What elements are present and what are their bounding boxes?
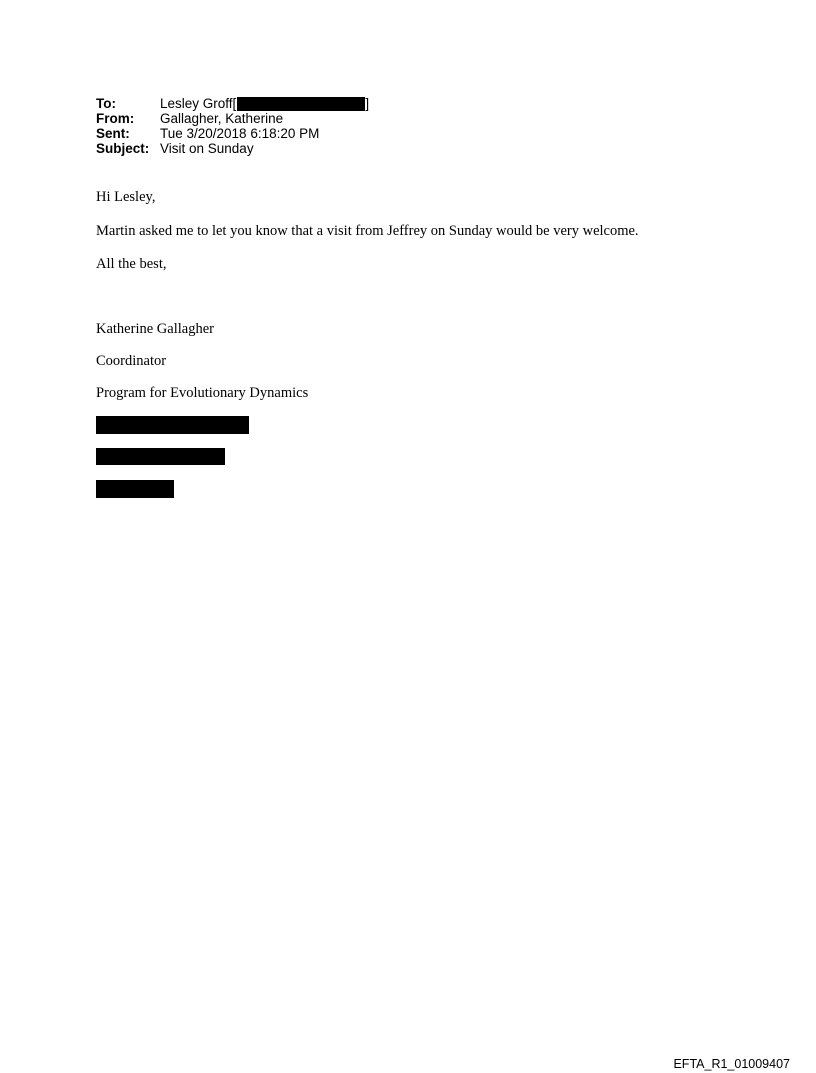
email-greeting: Hi Lesley, — [96, 189, 156, 205]
sent-row — [96, 126, 369, 141]
redaction-block-3 — [96, 480, 174, 498]
sent-label: Sent: — [96, 126, 130, 141]
signature-name: Katherine Gallagher — [96, 321, 214, 337]
signature-title: Coordinator — [96, 353, 167, 369]
redaction-block-2 — [96, 448, 225, 465]
from-value: Gallagher, Katherine — [160, 111, 284, 126]
redacted-email-address — [237, 97, 365, 111]
document-id: EFTA_R1_01009407 — [673, 1057, 790, 1071]
email-message: Martin asked me to let you know that a visit from Jeffrey on Sunday would be very welcome. — [96, 223, 639, 239]
subject-value: Visit on Sunday — [160, 141, 254, 156]
to-open-bracket: [ — [232, 96, 237, 111]
to-label: To: — [96, 96, 116, 111]
subject-row — [96, 141, 369, 156]
signature-organization: Program for Evolutionary Dynamics — [96, 385, 309, 401]
from-label: From: — [96, 111, 135, 126]
sent-value: Tue 3/20/2018 6:18:20 PM — [160, 126, 320, 141]
to-value — [160, 96, 369, 111]
email-closing: All the best, — [96, 256, 167, 272]
email-header — [96, 96, 369, 156]
to-row — [96, 96, 369, 111]
to-close-bracket: ] — [365, 96, 370, 111]
from-row — [96, 111, 369, 126]
subject-label: Subject: — [96, 141, 150, 156]
redaction-block-1 — [96, 416, 249, 434]
to-name: Lesley Groff — [160, 96, 233, 111]
